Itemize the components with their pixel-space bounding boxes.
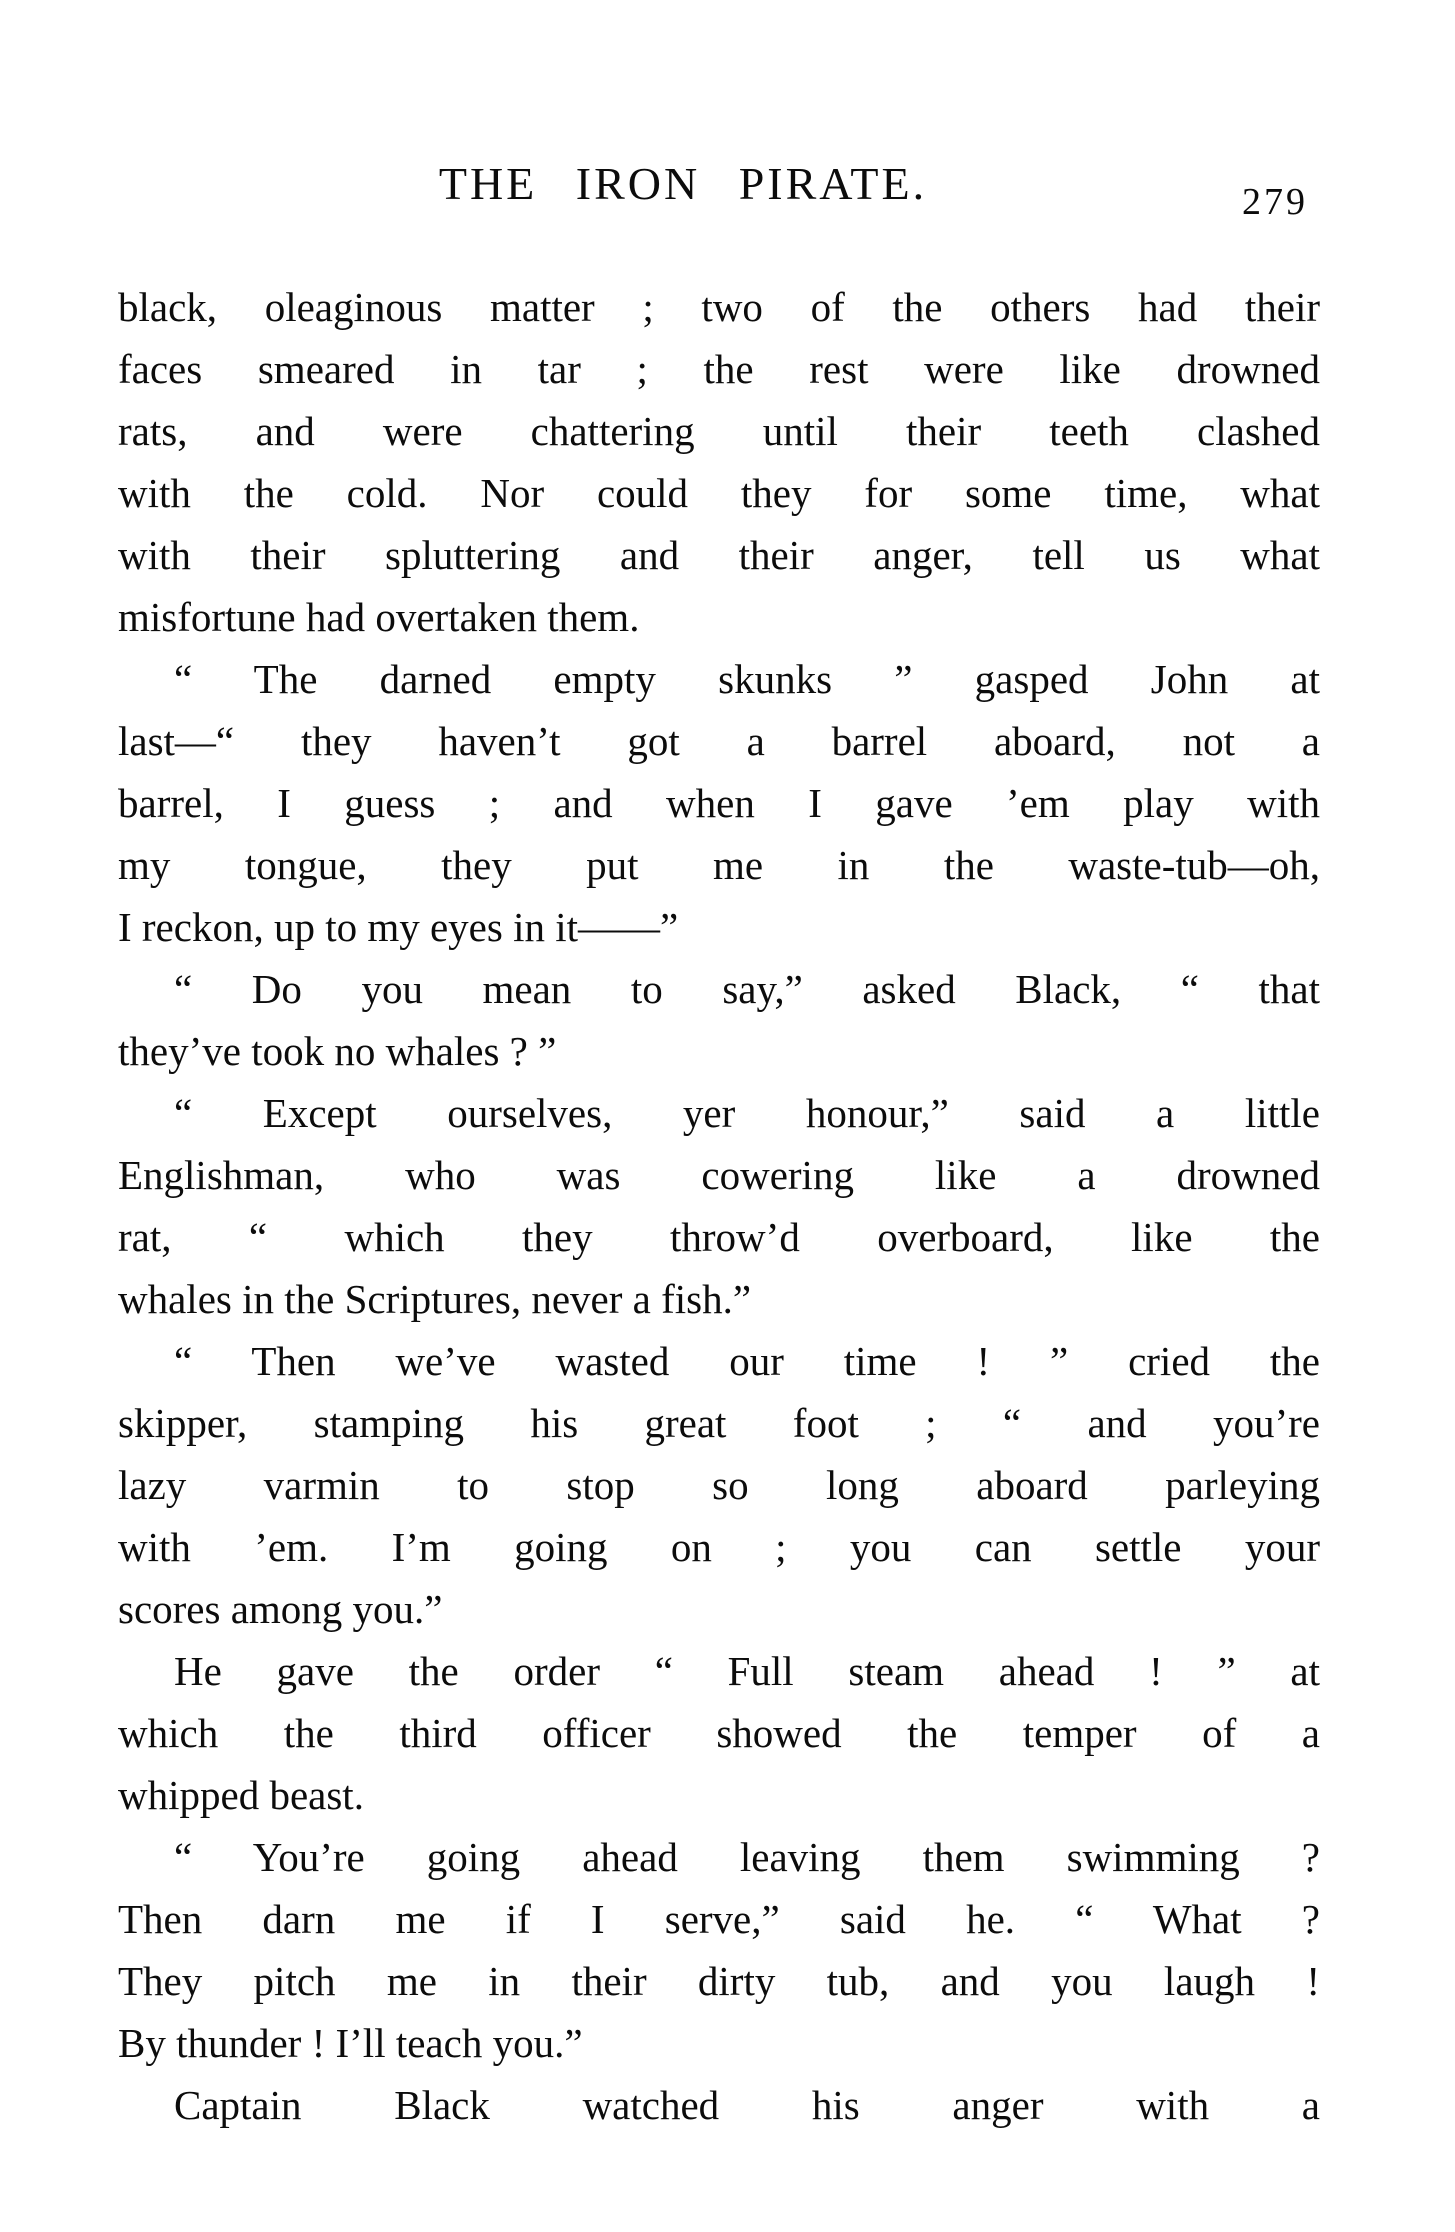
text-line: skipper, stamping his great foot ; “ and you’re <box>118 1400 1320 1446</box>
text-line: I reckon, up to my eyes in it——” <box>118 904 679 950</box>
text-line: lazy varmin to stop so long aboard parleying <box>118 1462 1320 1508</box>
text-line: black, oleaginous matter ; two of the others had their <box>118 284 1320 330</box>
page-text <box>118 276 1320 2136</box>
text-line: with their spluttering and their anger, tell us what <box>118 532 1320 578</box>
text-line: with ’em. I’m going on ; you can settle your <box>118 1524 1320 1570</box>
page-number: 279 <box>1242 181 1308 223</box>
text-line: scores among you.” <box>118 1586 443 1632</box>
text-line: “ Do you mean to say,” asked Black, “ that <box>174 966 1320 1012</box>
text-line: They pitch me in their dirty tub, and you laugh ! <box>118 1958 1320 2004</box>
text-line: “ Except ourselves, yer honour,” said a little <box>174 1090 1320 1136</box>
text-line: By thunder ! I’ll teach you.” <box>118 2020 583 2066</box>
text-line: rats, and were chattering until their teeth clashed <box>118 408 1320 454</box>
text-line: Captain Black watched his anger with a <box>174 2082 1320 2128</box>
text-line: whales in the Scriptures, never a fish.” <box>118 1276 752 1322</box>
text-line: “ The darned empty skunks ” gasped John at <box>174 656 1320 702</box>
text-line: “ Then we’ve wasted our time ! ” cried the <box>174 1338 1320 1384</box>
text-line: faces smeared in tar ; the rest were like drowned <box>118 346 1320 392</box>
text-line: barrel, I guess ; and when I gave ’em play with <box>118 780 1320 826</box>
text-line: Englishman, who was cowering like a drowned <box>118 1152 1320 1198</box>
page-header <box>118 158 1320 228</box>
text-line: my tongue, they put me in the waste-tub—oh, <box>118 842 1320 888</box>
text-line: misfortune had overtaken them. <box>118 594 640 640</box>
text-line: rat, “ which they throw’d overboard, like the <box>118 1214 1320 1260</box>
text-line: whipped beast. <box>118 1772 364 1818</box>
text-line: Then darn me if I serve,” said he. “ What ? <box>118 1896 1320 1942</box>
text-line: with the cold. Nor could they for some time, what <box>118 470 1320 516</box>
text-line: He gave the order “ Full steam ahead ! ” at <box>174 1648 1320 1694</box>
text-line: “ You’re going ahead leaving them swimming ? <box>174 1834 1320 1880</box>
text-line: they’ve took no whales ? ” <box>118 1028 557 1074</box>
text-line: last—“ they haven’t got a barrel aboard, not a <box>118 718 1320 764</box>
text-line: which the third officer showed the temper of a <box>118 1710 1320 1756</box>
running-title: THE IRON PIRATE. <box>438 158 928 209</box>
